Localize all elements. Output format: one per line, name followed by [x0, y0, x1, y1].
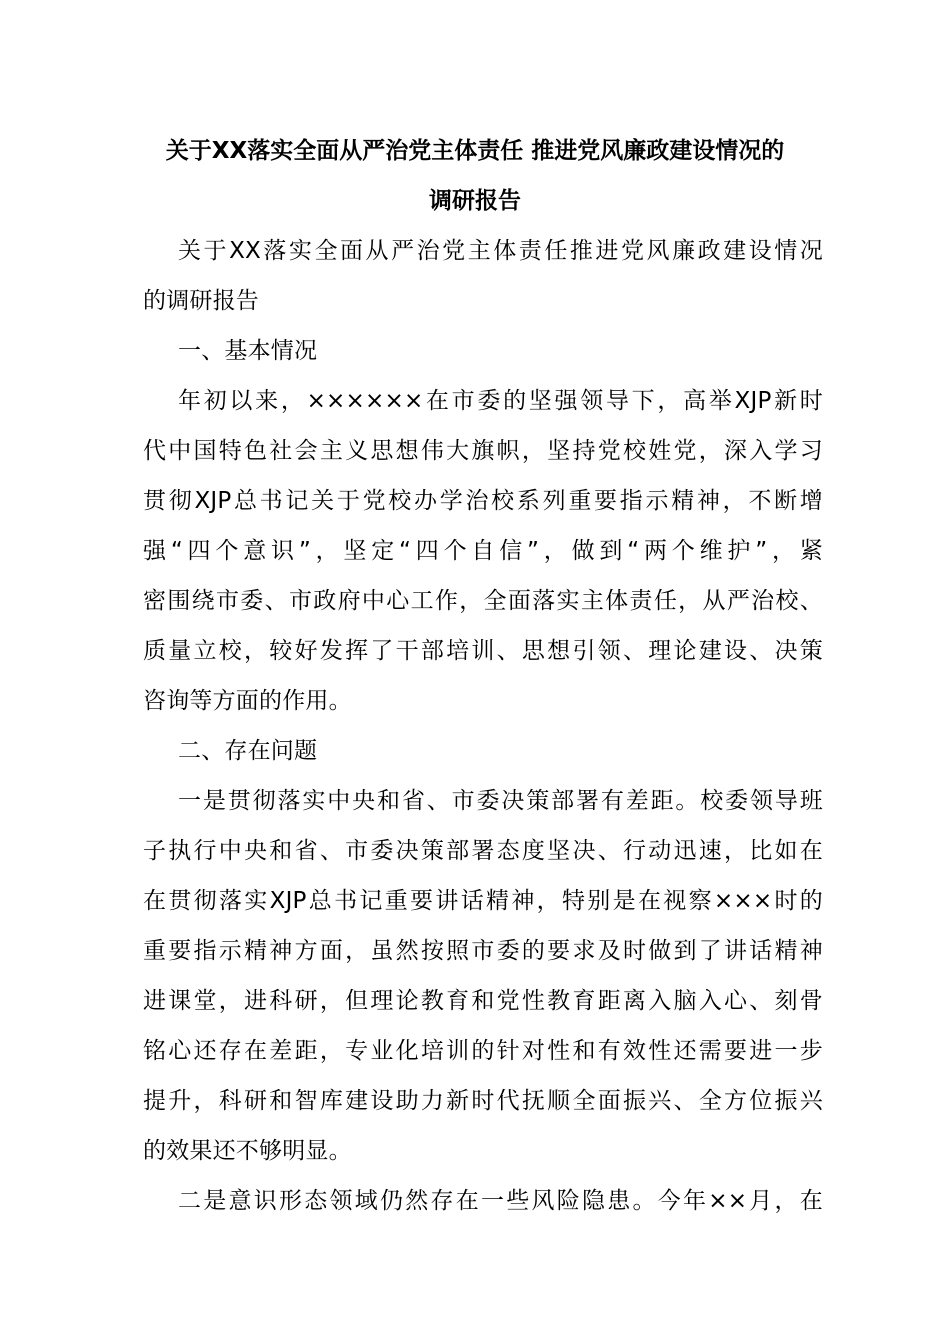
section-heading: 二、存在问题	[178, 738, 318, 764]
paragraph-line: 提升，科研和智库建设助力新时代抚顺全面振兴、全方位振兴	[143, 1088, 823, 1114]
paragraph-line: 关于XX落实全面从严治党主体责任推进党风廉政建设情况	[178, 238, 823, 264]
paragraph-line: 二是意识形态领域仍然存在一些风险隐患。今年××月，在	[178, 1188, 823, 1214]
paragraph-line: 重要指示精神方面，虽然按照市委的要求及时做到了讲话精神	[143, 938, 823, 964]
paragraph-line: 密围绕市委、市政府中心工作，全面落实主体责任，从严治校、	[143, 588, 823, 614]
paragraph-line: 的调研报告	[143, 288, 259, 314]
paragraph-line: 强“四个意识”，坚定“四个自信”，做到“两个维护”，紧	[143, 538, 823, 564]
paragraph-line: 在贯彻落实XJP总书记重要讲话精神，特别是在视察×××时的	[143, 888, 823, 914]
document-title-line-1: 关于XX落实全面从严治党主体责任 推进党风廉政建设情况的	[165, 138, 785, 164]
paragraph-line: 的效果还不够明显。	[143, 1138, 352, 1164]
paragraph-line: 质量立校，较好发挥了干部培训、思想引领、理论建设、决策	[143, 638, 823, 664]
paragraph-line: 子执行中央和省、市委决策部署态度坚决、行动迅速，比如在	[143, 838, 823, 864]
paragraph-line: 年初以来，××××××在市委的坚强领导下，高举XJP新时	[178, 388, 823, 414]
paragraph-line: 代中国特色社会主义思想伟大旗帜，坚持党校姓党，深入学习	[143, 438, 823, 464]
paragraph-line: 一是贯彻落实中央和省、市委决策部署有差距。校委领导班	[178, 788, 823, 814]
paragraph-line: 贯彻XJP总书记关于党校办学治校系列重要指示精神，不断增	[143, 488, 823, 514]
section-heading: 一、基本情况	[178, 338, 318, 364]
paragraph-line: 铭心还存在差距，专业化培训的针对性和有效性还需要进一步	[143, 1038, 823, 1064]
document-title-line-2: 调研报告	[429, 188, 521, 214]
paragraph-line: 进课堂，进科研，但理论教育和党性教育距离入脑入心、刻骨	[143, 988, 823, 1014]
paragraph-line: 咨询等方面的作用。	[143, 688, 352, 714]
